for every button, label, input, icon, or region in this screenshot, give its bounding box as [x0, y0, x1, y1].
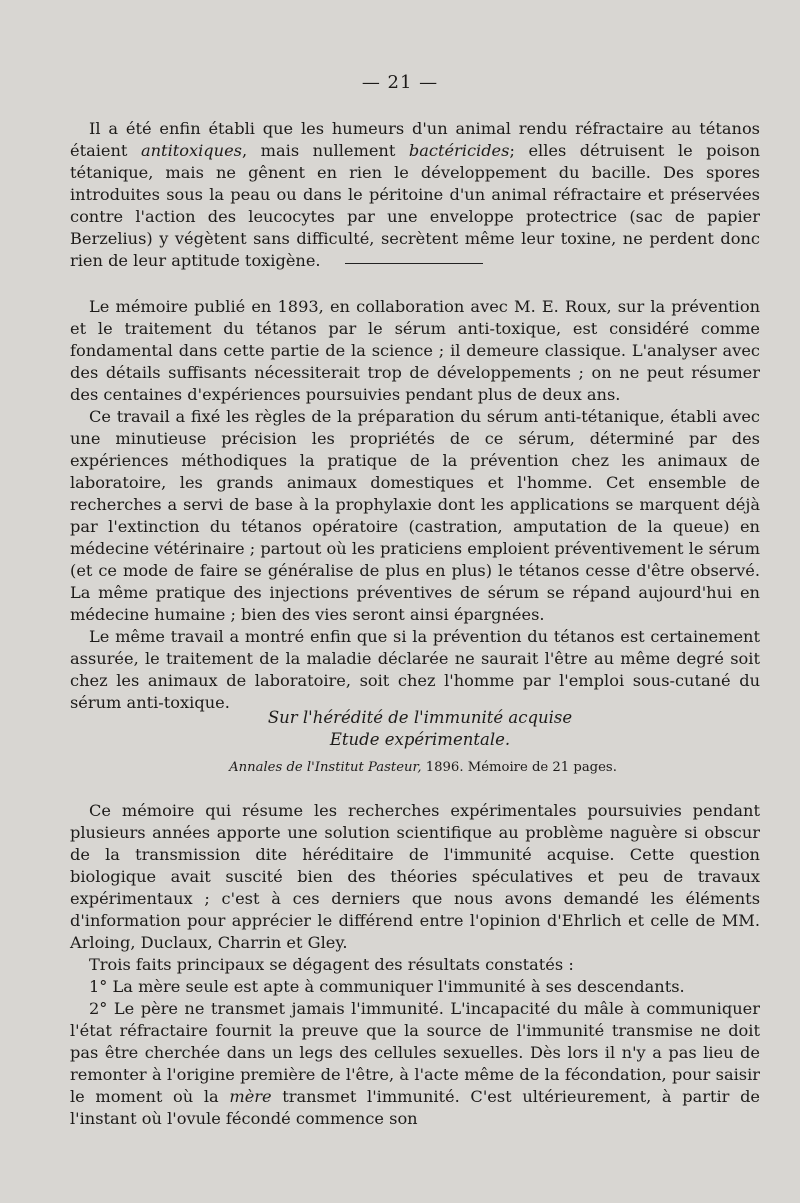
heredite-point-1: 1° La mère seule est apte à communiquer l'immunité à ses descendants.	[89, 977, 685, 996]
page-number: — 21 —	[361, 72, 439, 93]
term-bactericides: bactéricides	[408, 141, 510, 160]
point-2-start: 2° Le père ne transmet jamais l'immunité. L'incapacité du mâle à communiquer l'état réfractaire fournit la preuve que la source de l'immunité transmise ne doit pas être cherchée dans un legs des cellules sexuelles. Dès lors il n'y a pas lieu de remonter à l'origine première de l'être, à l'acte même de la fécondation, pour saisir le moment où la	[70, 999, 760, 1106]
heredite-paragraph-1: Ce mémoire qui résume les recherches expérimentales poursuivies pendant plusieurs années apporte une solution scientifique au problème naguère si obscur de la transmission dite héréditaire de l'immunité acquise. Cette question biologique avait suscité bien des théories spéculatives et peu de travaux expérimentaux ; c'est à ces derniers que nous avons demandé les éléments d'information pour apprécier le différend entre l'opinion d'Ehrlich et celle de MM. Arloing, Duclaux, Charrin et Gley.	[70, 801, 760, 952]
point-2-end: transmet l'immunité. C'est ultérieurement, à partir de l'instant où l'ovule fécondé commence son	[70, 1087, 761, 1128]
tetanos-paragraph-2: Ce travail a fixé les règles de la préparation du sérum anti-tétanique, établi avec une minutieuse précision les propriétés de ce sérum, déterminé par des expériences méthodiques la pratique de la prévention chez les animaux de laboratoire, les grands animaux domestiques et l'homme. Cet ensemble de recherches a servi de base à la prophylaxie dont les applications se marquent déjà par l'extinction du tétanos opératoire (castration, amputation de la queue) en médecine vétérinaire ; partout où les praticiens emploient préventivement le sérum (et ce mode de faire se généralise de plus en plus) le tétanos cesse d'être observé. La même pratique des injections préventives de sérum se répand aujourd'hui en médecine humaine ; bien des vies seront ainsi épargnées.	[70, 407, 760, 624]
section-title-line1: Sur l'hérédité de l'immunité acquise	[267, 708, 573, 727]
intro-text	[70, 118, 760, 272]
section-title-line2: Etude expérimentale.	[329, 730, 511, 749]
intro-line1: Il a été enfin établi que les humeurs d'un animal rendu réfractaire au tétanos étaient	[70, 119, 760, 160]
section-source	[0, 760, 800, 775]
source-journal: Annales de l'Institut Pasteur,	[229, 760, 422, 775]
tetanos-paragraph-3: Le même travail a montré enfin que si la prévention du tétanos est certainement assurée, le traitement de la maladie déclarée ne saurait l'être au même degré soit chez les animaux de laboratoire, soit chez l'homme par l'emploi sous-cutané du sérum anti-toxique.	[70, 627, 760, 712]
source-details: 1896. Mémoire de 21 pages.	[421, 760, 617, 775]
heredite-paragraph-2: Trois faits principaux se dégagent des résultats constatés :	[89, 955, 574, 974]
tetanos-paragraph-1: Le mémoire publié en 1893, en collaboration avec M. E. Roux, sur la prévention et le traitement du tétanos par le sérum anti-toxique, est considéré comme fondamental dans cette partie de la science ; il demeure classique. L'analyser avec des détails suffisants nécessiterait trop de développements ; on ne peut résumer des centaines d'expériences poursuivies pendant plus de deux ans.	[70, 297, 760, 404]
term-mere: mère	[229, 1087, 272, 1106]
intro-rest: ; elles détruisent le poison tétanique, mais ne gênent en rien le développement du bacille. Des spores introduites sous la peau ou dans le péritoine d'un animal réfractaire et préservées contre l'action des leucocytes par une enveloppe protectrice (sac de papier Berzelius) y végètent sans difficulté, secrètent même leur toxine, ne perdent donc rien de leur aptitude toxigène.	[70, 141, 760, 270]
heredite-section	[70, 800, 760, 1130]
term-antitoxiques: antitoxiques	[140, 141, 242, 160]
tetanos-section	[70, 296, 760, 714]
intro-mid: , mais nullement	[241, 141, 409, 160]
intro-paragraph	[70, 118, 760, 272]
heredite-point-2	[70, 998, 760, 1130]
section-divider	[345, 263, 483, 264]
